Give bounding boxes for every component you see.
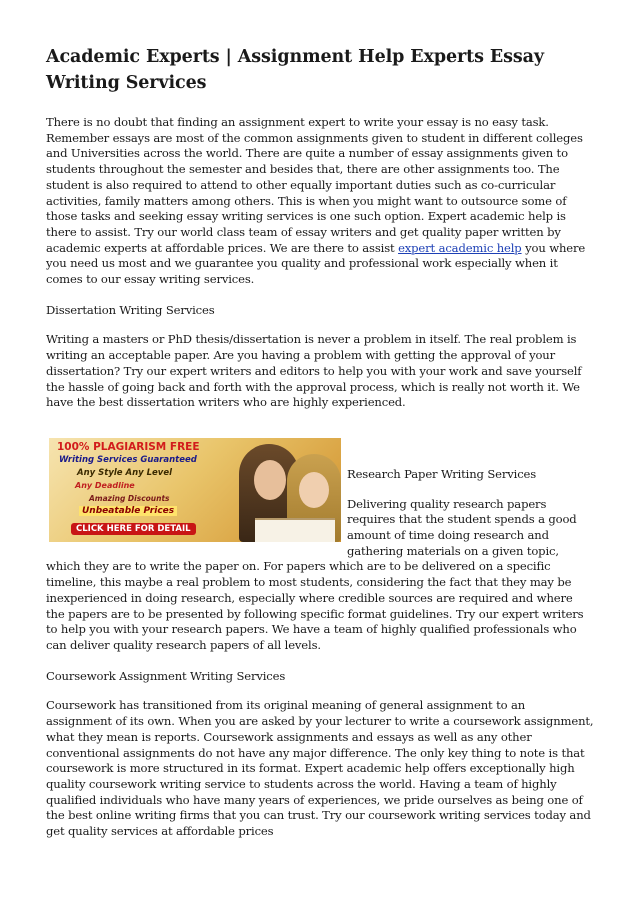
page-title: Academic Experts | Assignment Help Experts Essay Writing Services (46, 47, 544, 93)
promo-line-guaranteed: Writing Services Guaranteed (59, 454, 197, 465)
expert-academic-help-link[interactable]: expert academic help (398, 240, 522, 255)
promo-plagiarism-text: 100% PLAGIARISM FREE (57, 440, 200, 453)
promo-line-style: Any Style Any Level (77, 467, 173, 478)
intro-text-after-link: you where you need us most and we guarantee you quality and professional work especially when it comes to our essay writing services. (46, 240, 586, 287)
section-body-coursework: Coursework has transitioned from its original meaning of general assignment to an assignment of its own. When you are asked by your lecturer to write a coursework assignment, what they mean is reports. Coursework assignments and essays as well as any other conventional assignments do not have any major difference. The only key thing to note is that coursework is more structured in its format. Expert academic help offers exceptionally high quality coursework writing service to students across the world. Having a team of highly qualified individuals who have many years of experiences, we pride ourselves as being one of the best online writing firms that you can trust. Try our coursework writing services today and get quality services at affordable prices (46, 698, 594, 839)
document-page (46, 44, 594, 855)
intro-paragraph (46, 115, 594, 288)
section-heading-research: Research Paper Writing Services (347, 466, 537, 481)
promo-banner-image[interactable] (49, 438, 341, 542)
book-graphic (255, 518, 335, 542)
section-heading-coursework: Coursework Assignment Writing Services (46, 668, 286, 683)
section-heading-dissertation: Dissertation Writing Services (46, 302, 215, 317)
section-body-research: Delivering quality research papers requires that the student spends a good amount of time doing research and gathering materials on a given topic, which they are to write the paper on. For papers which are to be delivered on a specific timeline, this maybe a real problem to most students, considering the fact that they may be inexperienced in doing research, especially where credible sources are required and where the papers are to be presented by following specific format guidelines. Try our expert writers to help you with your research papers. We have a team of highly qualified professionals who can deliver quality research papers of all levels. (46, 496, 584, 652)
section-body-dissertation: Writing a masters or PhD thesis/dissertation is never a problem in itself. The real problem is writing an acceptable paper. Are you having a problem with getting the approval of your dissertation? Try our expert writers and editors to help you with your work and save yourself the hassle of going back and forth with the approval process, which is really not worth it. We have the best dissertation writers who are highly experienced. (46, 332, 582, 410)
promo-line-discounts: Amazing Discounts (89, 493, 170, 503)
student-face-back (254, 460, 286, 500)
student-face-front (299, 472, 329, 508)
promo-line-prices: Unbeatable Prices (79, 506, 177, 516)
promo-line-deadline: Any Deadline (75, 480, 135, 490)
promo-click-here-button[interactable]: CLICK HERE FOR DETAIL (71, 523, 196, 535)
intro-text-before-link: There is no doubt that finding an assignment expert to write your essay is no easy task. Remember essays are most of the common assignments given to student in different colleges and Universities across the world. There are quite a number of essay assignments given to students throughout the semester and besides that, there are other assignments too. The student is also required to attend to other equally important duties such as co-curricular activities, family matters among others. This is when you might want to outsource some of those tasks and seeking essay writing services is one such option. Expert academic help is there to assist. Try our world class team of essay writers and get quality paper written by academic experts at affordable prices. We are there to assist (46, 115, 583, 255)
